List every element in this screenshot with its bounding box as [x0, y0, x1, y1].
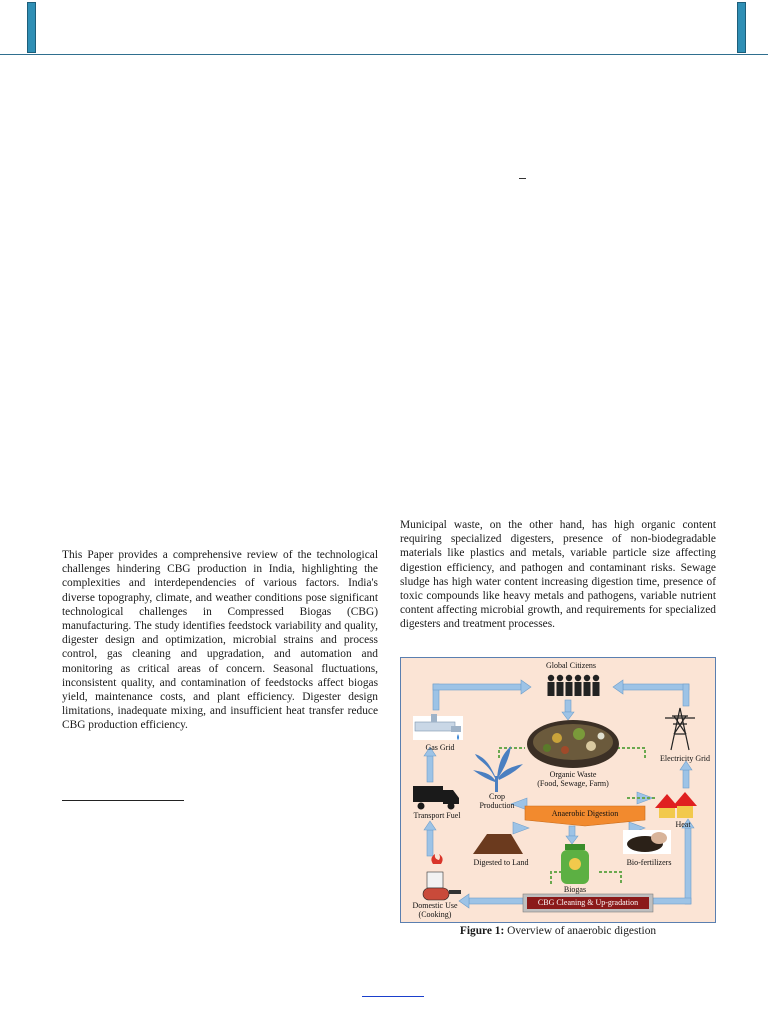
biogas-cylinder-icon	[561, 844, 589, 884]
flow-arrow-left-lower	[427, 830, 433, 856]
flow-arrow-right-top-h	[623, 684, 689, 690]
flow-arrow-left-mid	[427, 756, 433, 782]
flow-arrow-to-land	[513, 822, 529, 834]
flow-arrow-digestion-down-head	[566, 836, 578, 844]
flow-arrow-right-lower	[685, 828, 691, 904]
label-digested-to-land: Digested to Land	[473, 858, 529, 867]
flow-arrow-down-center	[565, 700, 571, 712]
people-icon	[548, 675, 600, 696]
label-heat: Heat	[675, 820, 691, 829]
label-domestic-use: Domestic Use	[412, 901, 458, 910]
label-anaerobic-digestion: Anaerobic Digestion	[551, 809, 619, 818]
truck-icon	[413, 786, 459, 810]
flow-arrow-down-center-head	[562, 712, 574, 720]
organic-waste-photo	[527, 720, 619, 768]
flow-arrow-left-top-head	[521, 680, 531, 694]
label-organic-waste: Organic Waste	[549, 770, 597, 779]
flow-arrow-digestion-down	[569, 826, 575, 836]
flow-arrow-right-top-head	[613, 680, 623, 694]
page-header-bar	[0, 0, 768, 55]
heat-icon	[655, 792, 697, 818]
label-crop: Crop	[489, 792, 505, 801]
stray-mark	[519, 178, 526, 179]
bottom-link-underline[interactable]	[362, 996, 424, 997]
label-gas-grid: Gas Grid	[425, 743, 455, 752]
label-cbg-cleaning: CBG Cleaning & Up-gradation	[537, 898, 639, 907]
dashed-arrow-biogas-right	[599, 872, 621, 884]
footnote-rule	[62, 800, 184, 801]
label-bio-fertilizers: Bio-fertilizers	[626, 858, 672, 867]
label-biogas: Biogas	[563, 885, 587, 894]
label-crop-production: Production	[479, 801, 515, 810]
abstract-paragraph: This Paper provides a comprehensive review of the technological challenges hindering CBG production in India, highlighting the complexities and interdependencies of various factors. India's diverse topography, climate, and weather conditions pose significant technological challenges in Compressed Biogas (CBG) manufacturing. The study identifies feedstock variability and quality, digester design and optimization, microbial strains and process control, gas cleaning and upgradation, and automation and monitoring as critical areas of concern. Seasonal fluctuations, inconsistent quality, and contamination of feedstocks affect biogas yield, maintenance costs, and plant efficiency. Digester design limitations, inadequate mixing, and insufficient heat transfer reduce CBG production efficiency.	[62, 549, 378, 732]
electricity-tower-icon	[665, 708, 695, 750]
gas-tap-icon	[413, 714, 463, 740]
header-tab-left	[27, 2, 36, 53]
dashed-arrow-elec-to-waste	[617, 748, 645, 758]
label-domestic-use-sub: (Cooking)	[418, 910, 452, 919]
figure-anaerobic-digestion	[400, 657, 716, 923]
flow-arrow-bottom-right-h	[653, 898, 691, 904]
label-transport-fuel: Transport Fuel	[413, 811, 461, 820]
figure-caption-label: Figure 1:	[459, 925, 505, 937]
flow-arrow-bottom-left	[469, 898, 523, 904]
cooking-stove-icon	[423, 854, 461, 900]
figure-caption-text: Overview of anaerobic digestion	[504, 925, 657, 937]
flow-arrow-right-mid	[683, 770, 689, 788]
flow-arrow-left-lower-head	[424, 821, 436, 830]
fertilizer-icon	[623, 830, 671, 854]
figure-caption	[400, 925, 716, 937]
body-paragraph: Municipal waste, on the other hand, has high organic content requiring specialized digesters, presence of non-biodegradable materials like plastics and metals, variable particle size affecting digestion efficiency, and pathogen and contaminant risks. Sewage sludge has high water content increasing digestion time, presence of toxic compounds like heavy metals and pathogens, variable nutrient content affecting microbial growth, and requirements for specialized digesters and treatment processes.	[400, 519, 716, 631]
flow-arrow-left-top-h	[433, 684, 521, 690]
soil-mound-icon	[473, 834, 523, 854]
label-global-citizens: Global Citizens	[546, 661, 596, 670]
flow-arrow-right-top-v	[683, 684, 689, 706]
label-electricity-grid: Electricity Grid	[660, 754, 710, 763]
label-organic-waste-sub: (Food, Sewage, Farm)	[537, 779, 609, 788]
header-tab-right	[737, 2, 746, 53]
